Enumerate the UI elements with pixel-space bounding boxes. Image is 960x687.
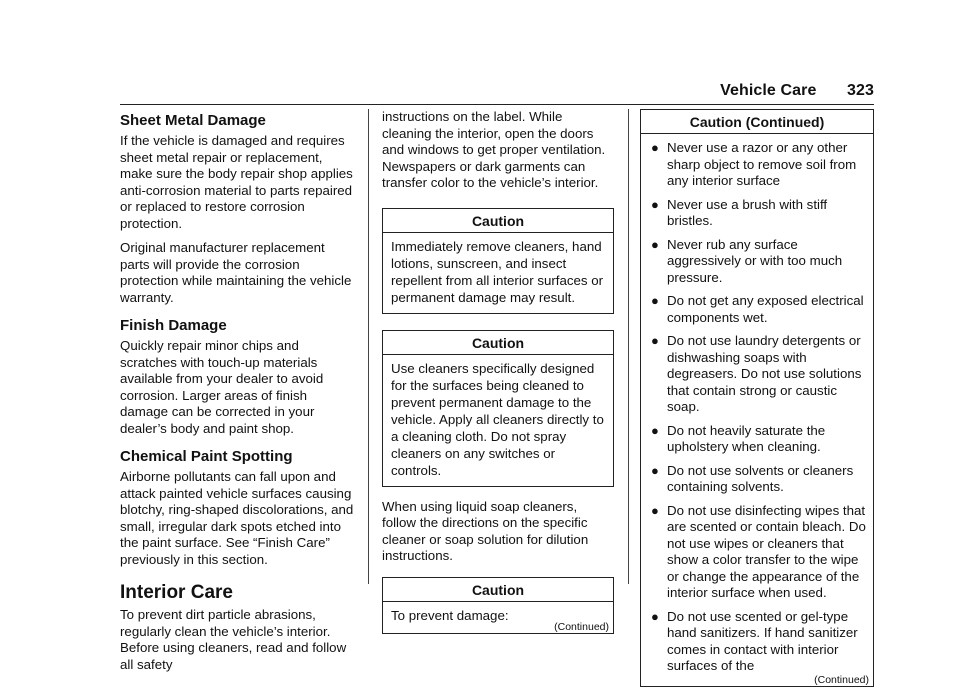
bullet-icon: ●	[651, 422, 659, 438]
heading-sheet-metal: Sheet Metal Damage	[120, 112, 266, 129]
caution-list	[641, 134, 873, 675]
bullet-icon: ●	[651, 293, 659, 308]
list-item-text: Never use a brush with stiff bristles.	[667, 196, 828, 228]
list-item-text: Do not get any exposed electrical components wet.	[667, 293, 864, 325]
column-3	[640, 109, 874, 687]
paragraph: Airborne pollutants can fall upon and attack painted vehicle surfaces causing blotchy, ring-shaped discolorations, and small, irregular dark spots etched into the paint surface. See “Finish Care” previously in this section.	[120, 469, 354, 567]
page-header	[720, 82, 874, 100]
caution-body: Immediately remove cleaners, hand lotions, sunscreen, and insect repellent from all interior surfaces or permanent damage may result.	[391, 238, 604, 305]
list-item	[651, 333, 867, 416]
list-item	[651, 609, 867, 675]
list-item	[651, 423, 867, 456]
bullet-icon: ●	[651, 140, 659, 155]
caution-title: Caution (Continued)	[641, 110, 873, 134]
continued-label: (Continued)	[554, 620, 609, 633]
paragraph: If the vehicle is damaged and requires sheet metal repair or replacement, make sure the body repair shop applies anti-corrosion material to parts repaired or replaced to restore corrosion protection.	[120, 133, 353, 231]
list-item-text: Do not use laundry detergents or dishwashing soaps with degreasers. Do not use solutions that contain strong or caustic soap.	[667, 333, 862, 414]
heading-interior-care: Interior Care	[120, 582, 233, 603]
caution-box	[382, 208, 614, 314]
section-title: Vehicle Care	[720, 82, 817, 99]
bullet-icon: ●	[651, 462, 659, 478]
caution-title: Caution	[383, 209, 613, 233]
bullet-icon: ●	[651, 196, 659, 212]
paragraph: Quickly repair minor chips and scratches with touch-up materials available from your dealer to avoid corrosion. Larger areas of finish damage can be corrected in your dealer’s body and paint shop.	[120, 338, 324, 436]
list-item-text: Do not use solvents or cleaners containing solvents.	[667, 462, 854, 494]
list-item	[651, 140, 867, 190]
caution-box	[382, 577, 614, 634]
heading-finish-damage: Finish Damage	[120, 317, 227, 334]
bullet-icon: ●	[651, 236, 659, 252]
column-divider	[628, 109, 629, 584]
paragraph: To prevent dirt particle abrasions, regularly clean the vehicle’s interior. Before using cleaners, read and follow all safety	[120, 607, 347, 672]
list-item	[651, 293, 867, 326]
continued-label: (Continued)	[814, 673, 869, 686]
list-item-text: Never rub any surface aggressively or with too much pressure.	[667, 236, 843, 285]
list-item-text: Do not heavily saturate the upholstery when cleaning.	[667, 422, 826, 454]
bullet-icon: ●	[651, 333, 659, 348]
column-2	[382, 109, 614, 634]
list-item	[651, 463, 867, 496]
bullet-icon: ●	[651, 608, 659, 624]
list-item-text: Never use a razor or any other sharp object to remove soil from any interior surface	[667, 140, 857, 188]
header-rule	[120, 104, 874, 105]
list-item-text: Do not use scented or gel-type hand sanitizers. If hand sanitizer comes in contact with interior surfaces of the	[667, 608, 858, 673]
paragraph: instructions on the label. While cleaning the interior, open the doors and windows to get proper ventilation. Newspapers or dark garments can transfer color to the vehicle’s interior.	[382, 109, 606, 190]
heading-chemical-paint: Chemical Paint Spotting	[120, 448, 293, 465]
paragraph: When using liquid soap cleaners, follow the directions on the specific cleaner or soap solution for dilution instructions.	[382, 498, 589, 563]
column-divider	[368, 109, 369, 584]
list-item	[651, 197, 867, 230]
list-item	[651, 237, 867, 287]
list-item	[651, 503, 867, 602]
paragraph: Original manufacturer replacement parts will provide the corrosion protection while maintaining the vehicle warranty.	[120, 240, 352, 305]
column-1	[120, 109, 355, 681]
caution-continued-box	[640, 109, 874, 687]
page-number: 323	[847, 82, 874, 99]
list-item-text: Do not use disinfecting wipes that are scented or contain bleach. Do not use wipes or cleaners that show a color transfer to the wipe or change the appearance of the interior surface when used.	[667, 502, 866, 600]
caution-body: Use cleaners specifically designed for the surfaces being cleaned to prevent permanent damage to the vehicle. Apply all cleaners directly to a cleaning cloth. Do not spray cleaners on any switches or controls.	[391, 360, 604, 478]
caution-box	[382, 330, 614, 487]
caution-body: To prevent damage:	[391, 607, 509, 623]
bullet-icon: ●	[651, 502, 659, 518]
caution-title: Caution	[383, 578, 613, 602]
caution-title: Caution	[383, 331, 613, 355]
